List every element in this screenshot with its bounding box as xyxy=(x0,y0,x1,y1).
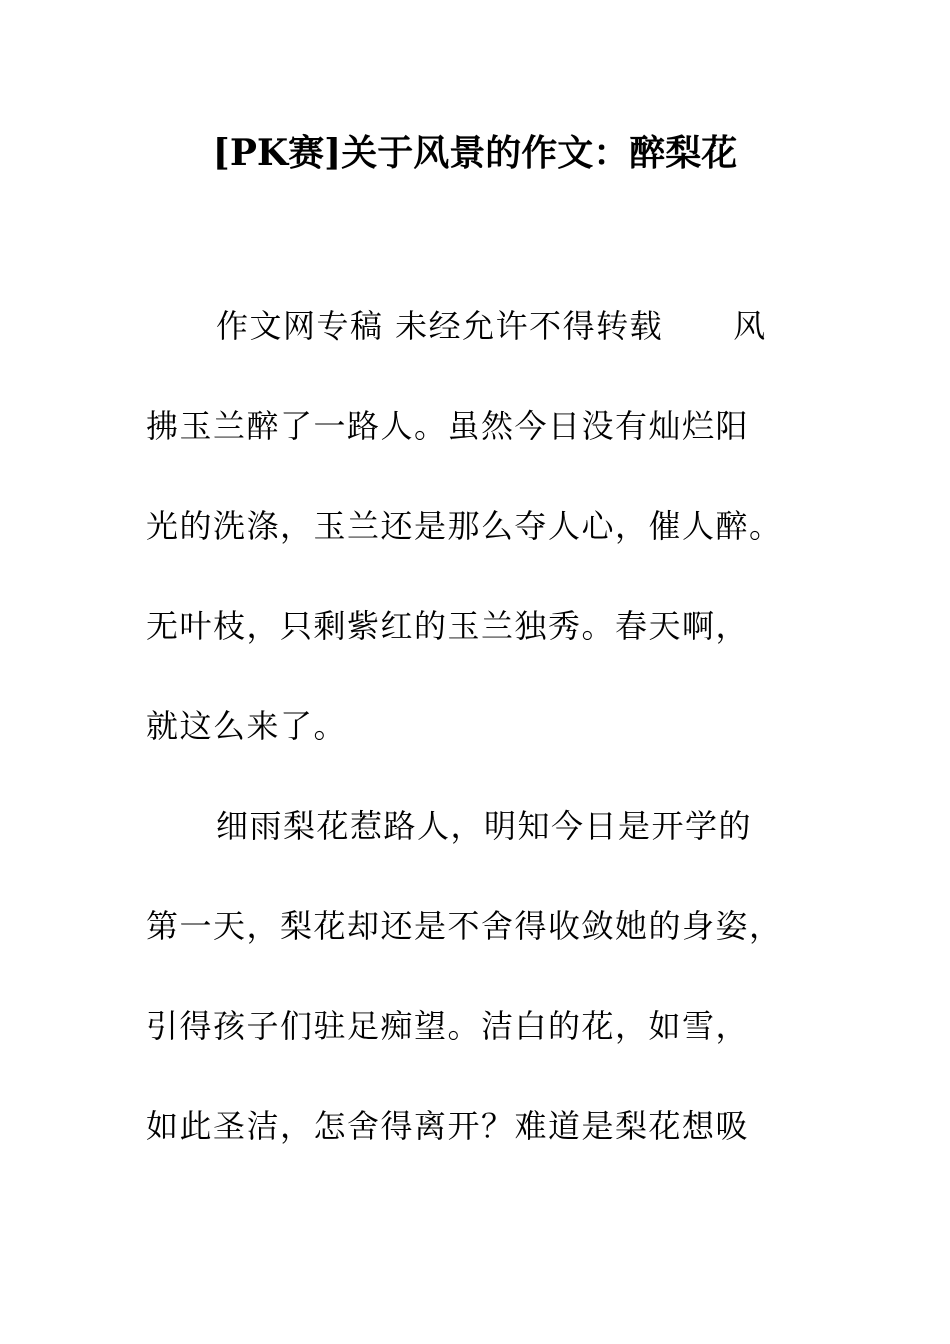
paragraph-line: 第一天，梨花却还是不舍得收敛她的身姿， xyxy=(146,907,783,945)
paragraph-line: 如此圣洁，怎舍得离开？难道是梨花想吸 xyxy=(146,1107,750,1145)
paragraph-line: 无叶枝，只剩紫红的玉兰独秀。春天啊， xyxy=(146,607,750,645)
paragraph-line: 拂玉兰醉了一路人。虽然今日没有灿烂阳 xyxy=(146,407,750,445)
paragraph-line: 细雨梨花惹路人，明知今日是开学的 xyxy=(216,807,753,845)
paragraph-text: 风 xyxy=(733,307,767,345)
paragraph-line xyxy=(216,304,767,348)
paragraph-line: 引得孩子们驻足痴望。洁白的花，如雪， xyxy=(146,1007,750,1045)
source-note: 作文网专稿 未经允许不得转载 xyxy=(216,307,664,345)
paragraph-line: 就这么来了。 xyxy=(146,707,348,745)
paragraph-line: 光的洗涤，玉兰还是那么夺人心，催人醉。 xyxy=(146,507,783,545)
document-title: [PK赛]关于风景的作文：醉梨花 xyxy=(212,132,738,174)
